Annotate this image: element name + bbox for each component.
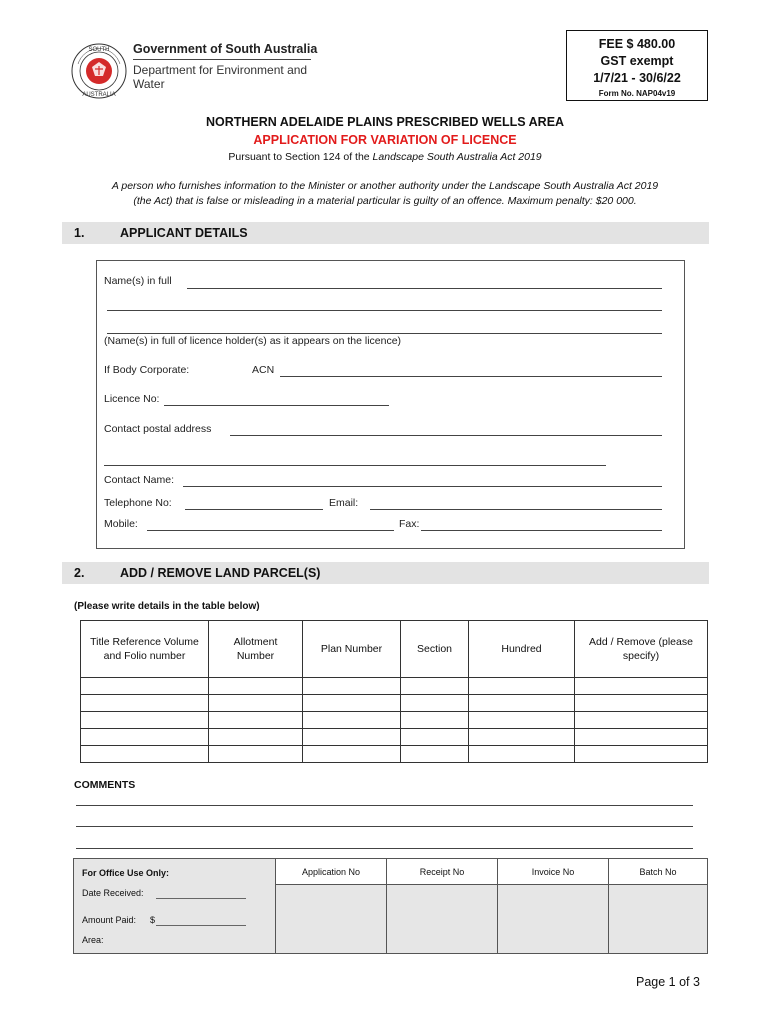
table-cell[interactable] xyxy=(401,746,469,763)
table-cell[interactable] xyxy=(81,746,209,763)
table-cell[interactable] xyxy=(209,729,303,746)
penalty-warning-line-1: A person who furnishes information to the Minister or another authority under the Landscape South Australia Act 2019 xyxy=(111,180,659,192)
col-allotment-number: Allotment Number xyxy=(209,621,303,678)
table-cell[interactable] xyxy=(401,678,469,695)
comments-label: COMMENTS xyxy=(74,779,136,791)
telephone-label: Telephone No: xyxy=(104,497,172,509)
contact-name-field[interactable] xyxy=(183,486,662,487)
col-add-remove: Add / Remove (please specify) xyxy=(575,621,708,678)
table-row xyxy=(81,729,708,746)
table-cell[interactable] xyxy=(209,746,303,763)
acn-label: ACN xyxy=(252,364,275,376)
table-cell[interactable] xyxy=(81,729,209,746)
table-row xyxy=(81,678,708,695)
penalty-warning xyxy=(40,179,730,209)
table-cell[interactable] xyxy=(575,746,708,763)
table-cell[interactable] xyxy=(401,695,469,712)
table-cell[interactable] xyxy=(81,678,209,695)
col-section: Section xyxy=(401,621,469,678)
office-use-details xyxy=(74,859,276,953)
page-number: Page 1 of 3 xyxy=(636,975,700,989)
office-use-label: For Office Use Only: xyxy=(82,868,170,878)
pursuant-statement xyxy=(0,151,770,163)
comments-line-2[interactable] xyxy=(76,826,693,827)
svg-text:SOUTH: SOUTH xyxy=(88,47,110,53)
land-parcels-table xyxy=(80,620,708,763)
government-title: Government of South Australia xyxy=(133,42,318,56)
form-number: Form No. NAP04v19 xyxy=(598,89,676,98)
names-field-2[interactable] xyxy=(107,310,662,311)
fee-period: 1/7/21 - 30/6/22 xyxy=(593,71,681,85)
invoice-no-header: Invoice No xyxy=(498,859,608,885)
table-cell[interactable] xyxy=(469,746,575,763)
postal-address-field-2[interactable] xyxy=(104,465,606,466)
names-field-3[interactable] xyxy=(107,333,662,334)
table-cell[interactable] xyxy=(575,729,708,746)
table-row xyxy=(81,695,708,712)
table-cell[interactable] xyxy=(469,695,575,712)
form-main-title: NORTHERN ADELAIDE PLAINS PRESCRIBED WELLS AREA xyxy=(205,115,565,129)
receipt-no-header: Receipt No xyxy=(387,859,497,885)
date-received-label: Date Received: xyxy=(82,888,144,898)
act-name: Landscape South Australia Act 2019 xyxy=(372,151,542,163)
header-divider xyxy=(133,59,311,60)
table-cell[interactable] xyxy=(303,729,401,746)
mobile-field[interactable] xyxy=(147,530,394,531)
col-hundred: Hundred xyxy=(469,621,575,678)
table-cell[interactable] xyxy=(303,695,401,712)
batch-no-column xyxy=(609,859,707,953)
section-2-title: ADD / REMOVE LAND PARCEL(S) xyxy=(120,566,321,580)
table-row xyxy=(81,746,708,763)
col-plan-number: Plan Number xyxy=(303,621,401,678)
fee-amount: FEE $ 480.00 xyxy=(598,37,676,51)
section-1-number: 1. xyxy=(74,226,85,240)
receipt-no-column xyxy=(387,859,498,953)
licence-no-label: Licence No: xyxy=(104,393,160,405)
application-no-header: Application No xyxy=(276,859,386,885)
table-cell[interactable] xyxy=(469,729,575,746)
batch-no-header: Batch No xyxy=(609,859,707,885)
fee-box xyxy=(566,30,708,101)
postal-address-field-1[interactable] xyxy=(230,435,662,436)
licence-no-field[interactable] xyxy=(164,405,389,406)
table-cell[interactable] xyxy=(469,712,575,729)
pursuant-prefix: Pursuant to Section 124 of the xyxy=(228,151,373,163)
names-field-1[interactable] xyxy=(187,288,662,289)
table-cell[interactable] xyxy=(401,712,469,729)
amount-paid-label: Amount Paid: xyxy=(82,915,137,925)
table-cell[interactable] xyxy=(81,712,209,729)
penalty-warning-line-2: (the Act) that is false or misleading in a material particular is guilty of an offence. Maximum penalty: $20 000. xyxy=(133,195,637,207)
acn-field[interactable] xyxy=(280,376,662,377)
contact-name-label: Contact Name: xyxy=(104,474,175,486)
comments-line-3[interactable] xyxy=(76,848,693,849)
applicant-details-box xyxy=(96,260,685,549)
svg-text:AUSTRALIA: AUSTRALIA xyxy=(82,92,116,98)
body-corporate-label: If Body Corporate: xyxy=(104,364,190,376)
mobile-label: Mobile: xyxy=(104,518,138,530)
table-cell[interactable] xyxy=(303,678,401,695)
office-use-box xyxy=(73,858,708,954)
table-cell[interactable] xyxy=(401,729,469,746)
table-cell[interactable] xyxy=(209,678,303,695)
email-field[interactable] xyxy=(370,509,662,510)
telephone-field[interactable] xyxy=(185,509,323,510)
comments-line-1[interactable] xyxy=(76,805,693,806)
table-cell[interactable] xyxy=(469,678,575,695)
department-name: Department for Environment and Water xyxy=(133,63,308,91)
gst-status: GST exempt xyxy=(600,54,674,68)
table-cell[interactable] xyxy=(303,712,401,729)
names-note: (Name(s) in full of licence holder(s) as it appears on the licence) xyxy=(104,335,402,347)
area-label: Area: xyxy=(82,935,104,945)
form-sub-title: APPLICATION FOR VARIATION OF LICENCE xyxy=(253,133,517,147)
table-cell[interactable] xyxy=(209,712,303,729)
date-received-field[interactable] xyxy=(156,898,246,899)
table-cell[interactable] xyxy=(575,695,708,712)
email-label: Email: xyxy=(329,497,359,509)
col-title-reference: Title Reference Volume and Folio number xyxy=(81,621,209,678)
names-label: Name(s) in full xyxy=(104,275,172,287)
table-header-row xyxy=(81,621,708,678)
section-1-title: APPLICANT DETAILS xyxy=(120,226,248,240)
table-row xyxy=(81,712,708,729)
fax-field[interactable] xyxy=(421,530,662,531)
postal-address-label: Contact postal address xyxy=(104,423,212,435)
table-cell[interactable] xyxy=(303,746,401,763)
section-2-header xyxy=(62,562,709,584)
amount-prefix: $ xyxy=(150,915,156,925)
table-cell[interactable] xyxy=(81,695,209,712)
fax-label: Fax: xyxy=(399,518,420,530)
table-instruction: (Please write details in the table below) xyxy=(74,601,260,612)
application-no-column xyxy=(276,859,387,953)
table-cell[interactable] xyxy=(575,678,708,695)
table-cell[interactable] xyxy=(575,712,708,729)
section-1-header xyxy=(62,222,709,244)
table-cell[interactable] xyxy=(209,695,303,712)
amount-paid-field[interactable] xyxy=(156,925,246,926)
invoice-no-column xyxy=(498,859,609,953)
sa-government-seal-logo xyxy=(70,42,128,100)
section-2-number: 2. xyxy=(74,566,85,580)
